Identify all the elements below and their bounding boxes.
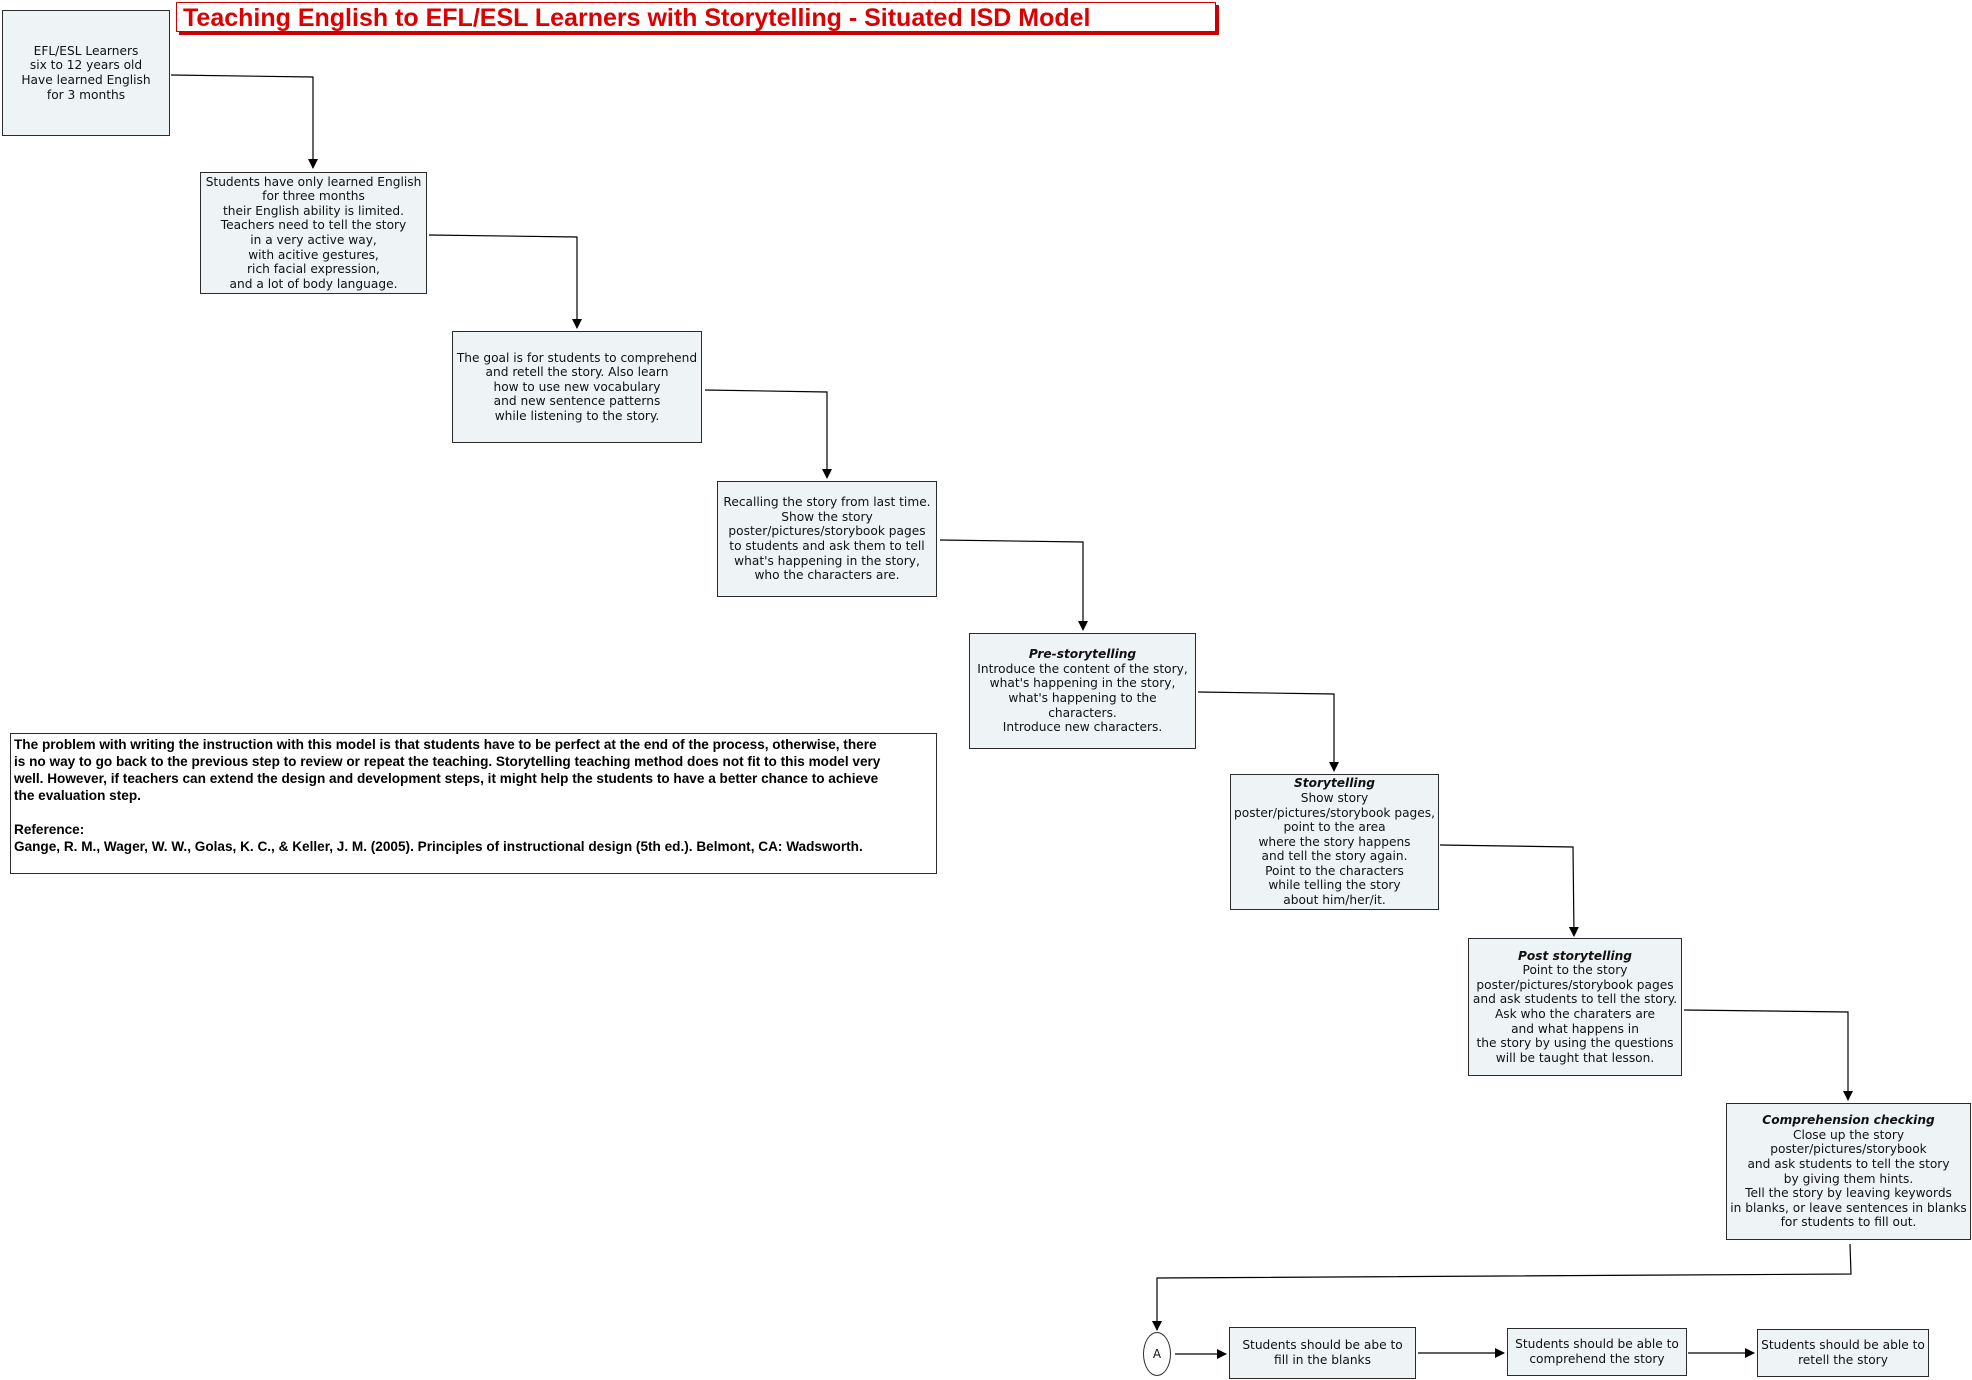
node-outcome-retell-text: Students should be able to retell the story	[1761, 1338, 1925, 1367]
node-outcome-comprehend	[1507, 1328, 1687, 1376]
note-line: the evaluation step.	[14, 788, 141, 803]
note-line: is no way to go back to the previous step to review or repeat the teaching. Storytelling teaching method does not fit to this model very	[14, 754, 881, 769]
node-learners	[2, 10, 170, 136]
node-pre-storytelling-text: Introduce the content of the story, what's happening in the story, what's happening to the characters. Introduce new characters.	[977, 661, 1188, 735]
node-storytelling	[1230, 774, 1439, 910]
arrow-goal-recall	[705, 390, 827, 478]
node-goal	[452, 331, 702, 443]
node-recall	[717, 481, 937, 597]
arrow-pre-story	[1198, 692, 1334, 771]
node-recall-text: Recalling the story from last time. Show the story poster/pictures/storybook pages to students and ask them to tell what's happening in the story, who the characters are.	[723, 495, 931, 583]
node-post-storytelling-heading: Post storytelling	[1517, 948, 1633, 963]
node-outcome-fill-blanks-text: Students should be abe to fill in the blanks	[1242, 1338, 1403, 1367]
connector-a: A	[1143, 1332, 1171, 1376]
node-pre-storytelling	[969, 633, 1196, 749]
node-outcome-retell	[1757, 1329, 1929, 1377]
diagram-title: Teaching English to EFL/ESL Learners with Storytelling - Situated ISD Model	[176, 2, 1216, 32]
note-line: well. However, if teachers can extend the design and development steps, it might help the students to have a better chance to achieve	[14, 771, 879, 786]
arrow-analysis-goal	[429, 235, 577, 328]
note-line: The problem with writing the instruction with this model is that students have to be perfect at the end of the process, otherwise, there	[14, 737, 877, 752]
arrow-learners-analysis	[171, 75, 313, 168]
arrow-recall-pre	[940, 540, 1083, 630]
node-analysis-text: Students have only learned English for three months their English ability is limited. Teachers need to tell the story in a very active way, with acitive gestures, rich facial expression, and a lot of body language.	[205, 174, 422, 291]
arrow-story-post	[1440, 845, 1574, 936]
node-storytelling-text: Show story poster/pictures/storybook pages, point to the area where the story happens and tell the story again. Point to the characters while telling the story about him/her/it.	[1234, 790, 1436, 908]
arrow-post-check	[1684, 1010, 1848, 1100]
node-comprehension-checking-text: Close up the story poster/pictures/storybook and ask students to tell the story by giving them hints. Tell the story by leaving keywords in blanks, or leave sentences in blanks for students to fill out.	[1730, 1127, 1967, 1230]
node-comprehension-checking	[1726, 1103, 1971, 1240]
node-post-storytelling-text: Point to the story poster/pictures/storybook pages and ask students to tell the story. Ask who the charaters are and what happens in the story by using the questions will be taught that lesson.	[1472, 963, 1678, 1065]
node-comprehension-checking-heading: Comprehension checking	[1762, 1113, 1935, 1128]
reflection-note	[10, 733, 937, 874]
node-learners-text: EFL/ESL Learners six to 12 years old Have learned English for 3 months	[21, 43, 151, 102]
node-pre-storytelling-heading: Pre-storytelling	[1028, 647, 1137, 662]
node-analysis	[200, 172, 427, 294]
reference-citation: Gange, R. M., Wager, W. W., Golas, K. C., & Keller, J. M. (2005). Principles of instructional design (5th ed.). Belmont, CA: Wadsworth.	[14, 839, 863, 854]
node-goal-text: The goal is for students to comprehend and retell the story. Also learn how to use new vocabulary and new sentence patterns while listening to the story.	[456, 350, 698, 423]
node-storytelling-heading: Storytelling	[1294, 776, 1375, 791]
reference-label: Reference:	[14, 822, 85, 837]
node-outcome-comprehend-text: Students should be able to comprehend the story	[1515, 1337, 1679, 1366]
node-outcome-fill-blanks	[1229, 1327, 1416, 1379]
arrow-check-connector	[1157, 1244, 1851, 1330]
node-post-storytelling	[1468, 938, 1682, 1076]
